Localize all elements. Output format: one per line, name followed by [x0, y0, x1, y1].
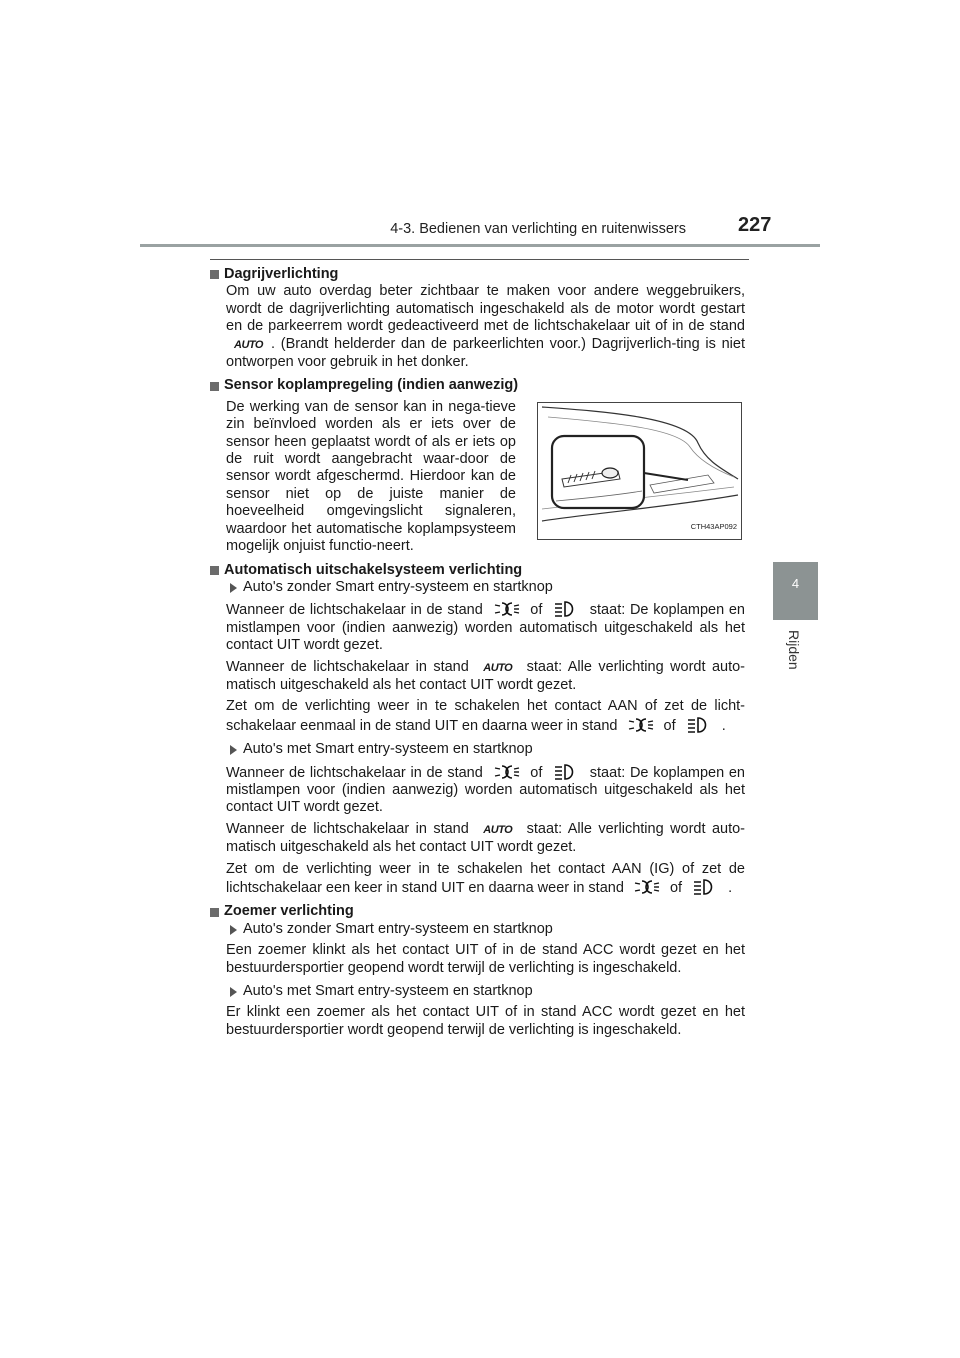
heading-sensor: Sensor koplampregeling (indien aanwezig): [210, 377, 745, 394]
parking-light-icon: [494, 763, 520, 781]
auto-symbol-icon: AUTO: [234, 338, 263, 351]
paragraph: Zet om de verlichting weer in te schakelen het contact AAN (IG) of zet de lichtschakelaar een keer in stand UIT en daarna weer in stand of .: [226, 860, 745, 896]
paragraph: Een zoemer klinkt als het contact UIT of in de stand ACC wordt gezet en het bestuurdersportier geopend wordt terwijl de verlichting is ingeschakeld.: [226, 942, 745, 976]
paragraph: De werking van de sensor kan in nega-tieve zin beïnvloed worden als er iets over de sensor heen geplaatst wordt of als er iets op de ruit wordt aangebracht waar-door de sensor wordt afgeschermd. Hierdoor kan de sensor niet op de juiste manier de hoeveelheid omgevingslicht signaleren, waardoor het automatische koplampsysteem mogelijk onjuist functio-neert.: [226, 398, 516, 555]
subheading: Auto's met Smart entry-systeem en startknop: [210, 741, 745, 758]
content-divider: [210, 259, 749, 260]
heading-daylight: Dagrijverlichting: [210, 266, 745, 283]
chapter-tab: 4: [773, 562, 818, 620]
subheading: Auto's zonder Smart entry-systeem en startknop: [210, 921, 745, 938]
headlight-icon: [553, 763, 579, 781]
parking-light-icon: [628, 716, 654, 734]
paragraph: Om uw auto overdag beter zichtbaar te maken voor andere weggebruikers, wordt de dagrijverlichting automatisch ingeschakeld als de motor wordt gestart en de parkeerrem wordt gedeactiveerd met de lichtschakelaar uit of in de stand AUTO . (Brandt helderder dan de parkeerlichten voor.) Dagrijverlich-ting is niet ontworpen voor gebruik in het donker.: [226, 283, 745, 371]
auto-symbol-icon: AUTO: [483, 661, 513, 674]
triangle-bullet-icon: [230, 583, 237, 593]
headlight-icon: [686, 716, 712, 734]
heading-buzzer: Zoemer verlichting: [210, 903, 745, 920]
headlight-icon: [692, 878, 718, 896]
triangle-bullet-icon: [230, 987, 237, 997]
square-bullet-icon: [210, 908, 219, 917]
paragraph: Wanneer de lichtschakelaar in de stand of staat: De koplampen en mistlampen voor (indien aanwezig) worden automatisch uitgeschakeld als het contact UIT wordt gezet.: [226, 764, 745, 816]
paragraph: Zet om de verlichting weer in te schakelen het contact AAN of zet de licht-schakelaar eenmaal in de stand UIT en daarna weer in stand of .: [226, 698, 745, 734]
header-divider: [140, 244, 820, 247]
sensor-illustration: [537, 402, 742, 540]
parking-light-icon: [634, 878, 660, 896]
paragraph: Wanneer de lichtschakelaar in stand AUTO staat: Alle verlichting wordt auto-matisch uitgeschakeld als het contact UIT wordt gezet.: [226, 658, 745, 693]
chapter-label: Rijden: [786, 630, 802, 670]
subheading: Auto's zonder Smart entry-systeem en startknop: [210, 579, 745, 596]
paragraph: Wanneer de lichtschakelaar in stand AUTO staat: Alle verlichting wordt auto-matisch uitgeschakeld als het contact UIT wordt gezet.: [226, 820, 745, 856]
subheading: Auto's met Smart entry-systeem en startknop: [210, 983, 745, 1000]
figure-caption: CTH43AP092: [690, 522, 737, 532]
paragraph: Er klinkt een zoemer als het contact UIT of in stand ACC wordt gezet en het bestuurdersportier wordt geopend terwijl de verlichting is ingeschakeld.: [226, 1004, 745, 1038]
paragraph: Wanneer de lichtschakelaar in de stand of staat: De koplampen en mistlampen voor (indien aanwezig) worden automatisch uitgeschakeld als het contact UIT wordt gezet.: [226, 602, 745, 654]
square-bullet-icon: [210, 382, 219, 391]
square-bullet-icon: [210, 566, 219, 575]
headlight-icon: [553, 600, 579, 618]
page-content: [210, 266, 745, 1039]
triangle-bullet-icon: [230, 925, 237, 935]
square-bullet-icon: [210, 270, 219, 279]
parking-light-icon: [494, 600, 520, 618]
section-header: 4-3. Bedienen van verlichting en ruitenwissers: [390, 221, 686, 237]
heading-auto-off: Automatisch uitschakelsysteem verlichting: [210, 562, 745, 579]
sensor-block: [210, 399, 745, 556]
triangle-bullet-icon: [230, 745, 237, 755]
page-number: 227: [738, 214, 772, 236]
auto-symbol-icon: AUTO: [483, 823, 513, 836]
